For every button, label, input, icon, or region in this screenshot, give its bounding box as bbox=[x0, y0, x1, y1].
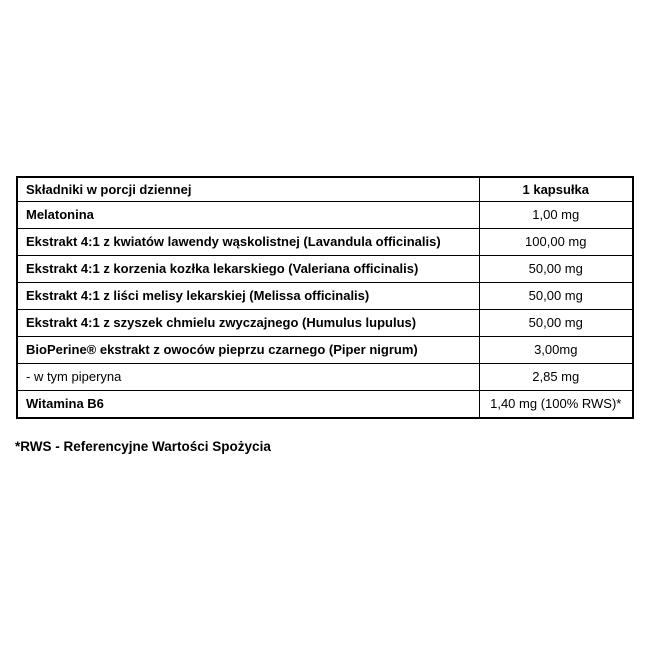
table-row bbox=[17, 256, 633, 283]
ingredient-cell: Witamina B6 bbox=[17, 391, 479, 419]
amount-column-header: 1 kapsułka bbox=[479, 177, 633, 202]
amount-cell: 3,00mg bbox=[479, 337, 633, 364]
amount-cell: 100,00 mg bbox=[479, 229, 633, 256]
ingredient-column-header: Składniki w porcji dziennej bbox=[17, 177, 479, 202]
table-row bbox=[17, 337, 633, 364]
supplement-facts-table bbox=[16, 176, 634, 419]
ingredient-cell: BioPerine® ekstrakt z owoców pieprzu czarnego (Piper nigrum) bbox=[17, 337, 479, 364]
table-row bbox=[17, 391, 633, 419]
supplement-facts-panel bbox=[16, 176, 634, 419]
table-body bbox=[17, 202, 633, 419]
amount-cell: 1,40 mg (100% RWS)* bbox=[479, 391, 633, 419]
ingredient-cell: Ekstrakt 4:1 z kwiatów lawendy wąskolistnej (Lavandula officinalis) bbox=[17, 229, 479, 256]
ingredient-cell: Ekstrakt 4:1 z liści melisy lekarskiej (Melissa officinalis) bbox=[17, 283, 479, 310]
table-header-row bbox=[17, 177, 633, 202]
ingredient-cell: Melatonina bbox=[17, 202, 479, 229]
table-header bbox=[17, 177, 633, 202]
ingredient-cell: - w tym piperyna bbox=[17, 364, 479, 391]
amount-cell: 50,00 mg bbox=[479, 310, 633, 337]
amount-cell: 50,00 mg bbox=[479, 256, 633, 283]
ingredient-cell: Ekstrakt 4:1 z korzenia kozłka lekarskiego (Valeriana officinalis) bbox=[17, 256, 479, 283]
table-row bbox=[17, 229, 633, 256]
rws-footnote: *RWS - Referencyjne Wartości Spożycia bbox=[15, 439, 271, 454]
table-row bbox=[17, 283, 633, 310]
amount-cell: 2,85 mg bbox=[479, 364, 633, 391]
amount-cell: 50,00 mg bbox=[479, 283, 633, 310]
amount-cell: 1,00 mg bbox=[479, 202, 633, 229]
table-row bbox=[17, 364, 633, 391]
ingredient-cell: Ekstrakt 4:1 z szyszek chmielu zwyczajnego (Humulus lupulus) bbox=[17, 310, 479, 337]
table-row bbox=[17, 202, 633, 229]
table-row bbox=[17, 310, 633, 337]
